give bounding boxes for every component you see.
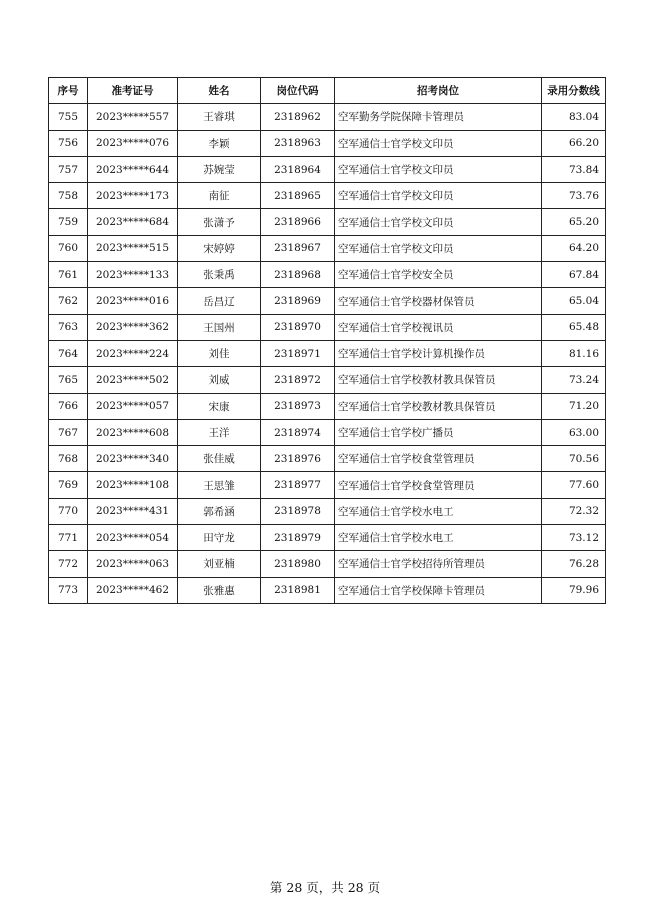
cell-name: 宋婷婷 [178, 235, 261, 261]
cell-post-code: 2318965 [261, 183, 335, 209]
table-row [49, 156, 606, 182]
cell-post-code: 2318981 [261, 577, 335, 603]
cell-post-code: 2318980 [261, 551, 335, 577]
header-row [49, 78, 606, 104]
table-row [49, 393, 606, 419]
cell-post: 空军通信士官学校文印员 [335, 156, 542, 182]
cell-score: 71.20 [542, 393, 606, 419]
cell-score: 72.32 [542, 498, 606, 524]
cell-seq: 757 [49, 156, 88, 182]
cell-exam-id: 2023*****108 [88, 472, 178, 498]
table-row [49, 577, 606, 603]
cell-score: 63.00 [542, 419, 606, 445]
cell-post-code: 2318969 [261, 288, 335, 314]
table-row [49, 472, 606, 498]
cell-post: 空军通信士官学校食堂管理员 [335, 446, 542, 472]
table-row [49, 235, 606, 261]
cell-score: 65.20 [542, 209, 606, 235]
cell-score: 79.96 [542, 577, 606, 603]
table-row [49, 419, 606, 445]
table-row [49, 446, 606, 472]
cell-seq: 760 [49, 235, 88, 261]
cell-post: 空军通信士官学校水电工 [335, 498, 542, 524]
cell-score: 73.76 [542, 183, 606, 209]
cell-seq: 772 [49, 551, 88, 577]
cell-name: 张佳威 [178, 446, 261, 472]
cell-name: 刘亚楠 [178, 551, 261, 577]
cell-post-code: 2318970 [261, 314, 335, 340]
cell-seq: 759 [49, 209, 88, 235]
cell-exam-id: 2023*****054 [88, 525, 178, 551]
cell-score: 66.20 [542, 130, 606, 156]
cell-name: 苏婉莹 [178, 156, 261, 182]
cell-name: 刘佳 [178, 340, 261, 366]
table-row [49, 130, 606, 156]
table-row [49, 314, 606, 340]
cell-exam-id: 2023*****133 [88, 262, 178, 288]
cell-seq: 766 [49, 393, 88, 419]
cell-seq: 771 [49, 525, 88, 551]
cell-seq: 756 [49, 130, 88, 156]
cell-exam-id: 2023*****431 [88, 498, 178, 524]
cell-post-code: 2318968 [261, 262, 335, 288]
cell-seq: 761 [49, 262, 88, 288]
cell-post-code: 2318978 [261, 498, 335, 524]
cell-post: 空军勤务学院保障卡管理员 [335, 104, 542, 130]
cell-post: 空军通信士官学校视讯员 [335, 314, 542, 340]
cell-seq: 765 [49, 367, 88, 393]
cell-score: 76.28 [542, 551, 606, 577]
cell-name: 田守龙 [178, 525, 261, 551]
cell-post-code: 2318964 [261, 156, 335, 182]
table-body [49, 104, 606, 604]
page-footer: 第 28 页，共 28 页 [269, 880, 381, 895]
header-post-code: 岗位代码 [261, 78, 335, 104]
cell-post-code: 2318979 [261, 525, 335, 551]
cell-name: 南征 [178, 183, 261, 209]
cell-post-code: 2318963 [261, 130, 335, 156]
results-table [48, 77, 606, 604]
cell-post: 空军通信士官学校教材教具保管员 [335, 367, 542, 393]
cell-post-code: 2318967 [261, 235, 335, 261]
cell-exam-id: 2023*****557 [88, 104, 178, 130]
cell-score: 65.04 [542, 288, 606, 314]
cell-post: 空军通信士官学校文印员 [335, 209, 542, 235]
table-header [49, 78, 606, 104]
cell-exam-id: 2023*****608 [88, 419, 178, 445]
cell-name: 张雅惠 [178, 577, 261, 603]
header-seq: 序号 [49, 78, 88, 104]
header-post: 招考岗位 [335, 78, 542, 104]
cell-post: 空军通信士官学校教材教具保管员 [335, 393, 542, 419]
cell-seq: 764 [49, 340, 88, 366]
table-row [49, 367, 606, 393]
cell-exam-id: 2023*****362 [88, 314, 178, 340]
cell-exam-id: 2023*****224 [88, 340, 178, 366]
cell-exam-id: 2023*****063 [88, 551, 178, 577]
cell-exam-id: 2023*****016 [88, 288, 178, 314]
cell-post-code: 2318977 [261, 472, 335, 498]
cell-seq: 770 [49, 498, 88, 524]
cell-seq: 758 [49, 183, 88, 209]
cell-exam-id: 2023*****057 [88, 393, 178, 419]
cell-seq: 773 [49, 577, 88, 603]
cell-exam-id: 2023*****502 [88, 367, 178, 393]
cell-post: 空军通信士官学校保障卡管理员 [335, 577, 542, 603]
cell-post-code: 2318972 [261, 367, 335, 393]
cell-name: 王国州 [178, 314, 261, 340]
cell-post: 空军通信士官学校文印员 [335, 183, 542, 209]
cell-score: 70.56 [542, 446, 606, 472]
table-row [49, 262, 606, 288]
cell-exam-id: 2023*****076 [88, 130, 178, 156]
cell-name: 王睿琪 [178, 104, 261, 130]
cell-post-code: 2318962 [261, 104, 335, 130]
cell-post: 空军通信士官学校文印员 [335, 235, 542, 261]
cell-post: 空军通信士官学校水电工 [335, 525, 542, 551]
table-row [49, 104, 606, 130]
cell-seq: 769 [49, 472, 88, 498]
table-row [49, 525, 606, 551]
cell-exam-id: 2023*****515 [88, 235, 178, 261]
cell-seq: 755 [49, 104, 88, 130]
header-exam-id: 准考证号 [88, 78, 178, 104]
table-row [49, 288, 606, 314]
cell-score: 73.24 [542, 367, 606, 393]
cell-name: 刘威 [178, 367, 261, 393]
cell-score: 73.84 [542, 156, 606, 182]
cell-name: 张潇予 [178, 209, 261, 235]
cell-post: 空军通信士官学校广播员 [335, 419, 542, 445]
cell-post: 空军通信士官学校文印员 [335, 130, 542, 156]
cell-score: 64.20 [542, 235, 606, 261]
table-row [49, 551, 606, 577]
cell-score: 67.84 [542, 262, 606, 288]
cell-name: 王思雏 [178, 472, 261, 498]
cell-name: 王洋 [178, 419, 261, 445]
cell-seq: 763 [49, 314, 88, 340]
header-score-line: 录用分数线 [542, 78, 606, 104]
cell-name: 张秉禹 [178, 262, 261, 288]
header-name: 姓名 [178, 78, 261, 104]
cell-post-code: 2318966 [261, 209, 335, 235]
cell-post: 空军通信士官学校食堂管理员 [335, 472, 542, 498]
cell-exam-id: 2023*****340 [88, 446, 178, 472]
cell-score: 73.12 [542, 525, 606, 551]
cell-score: 81.16 [542, 340, 606, 366]
cell-exam-id: 2023*****684 [88, 209, 178, 235]
cell-post-code: 2318976 [261, 446, 335, 472]
cell-score: 77.60 [542, 472, 606, 498]
cell-name: 岳昌辽 [178, 288, 261, 314]
cell-exam-id: 2023*****173 [88, 183, 178, 209]
cell-post-code: 2318973 [261, 393, 335, 419]
cell-post: 空军通信士官学校计算机操作员 [335, 340, 542, 366]
cell-name: 宋康 [178, 393, 261, 419]
cell-post: 空军通信士官学校器材保管员 [335, 288, 542, 314]
cell-name: 郭希涵 [178, 498, 261, 524]
cell-seq: 762 [49, 288, 88, 314]
cell-score: 83.04 [542, 104, 606, 130]
table-row [49, 209, 606, 235]
table-row [49, 340, 606, 366]
cell-name: 李颖 [178, 130, 261, 156]
cell-seq: 767 [49, 419, 88, 445]
table-row [49, 498, 606, 524]
cell-exam-id: 2023*****462 [88, 577, 178, 603]
cell-post: 空军通信士官学校安全员 [335, 262, 542, 288]
cell-seq: 768 [49, 446, 88, 472]
cell-post-code: 2318974 [261, 419, 335, 445]
cell-score: 65.48 [542, 314, 606, 340]
table-row [49, 183, 606, 209]
cell-exam-id: 2023*****644 [88, 156, 178, 182]
cell-post-code: 2318971 [261, 340, 335, 366]
cell-post: 空军通信士官学校招待所管理员 [335, 551, 542, 577]
